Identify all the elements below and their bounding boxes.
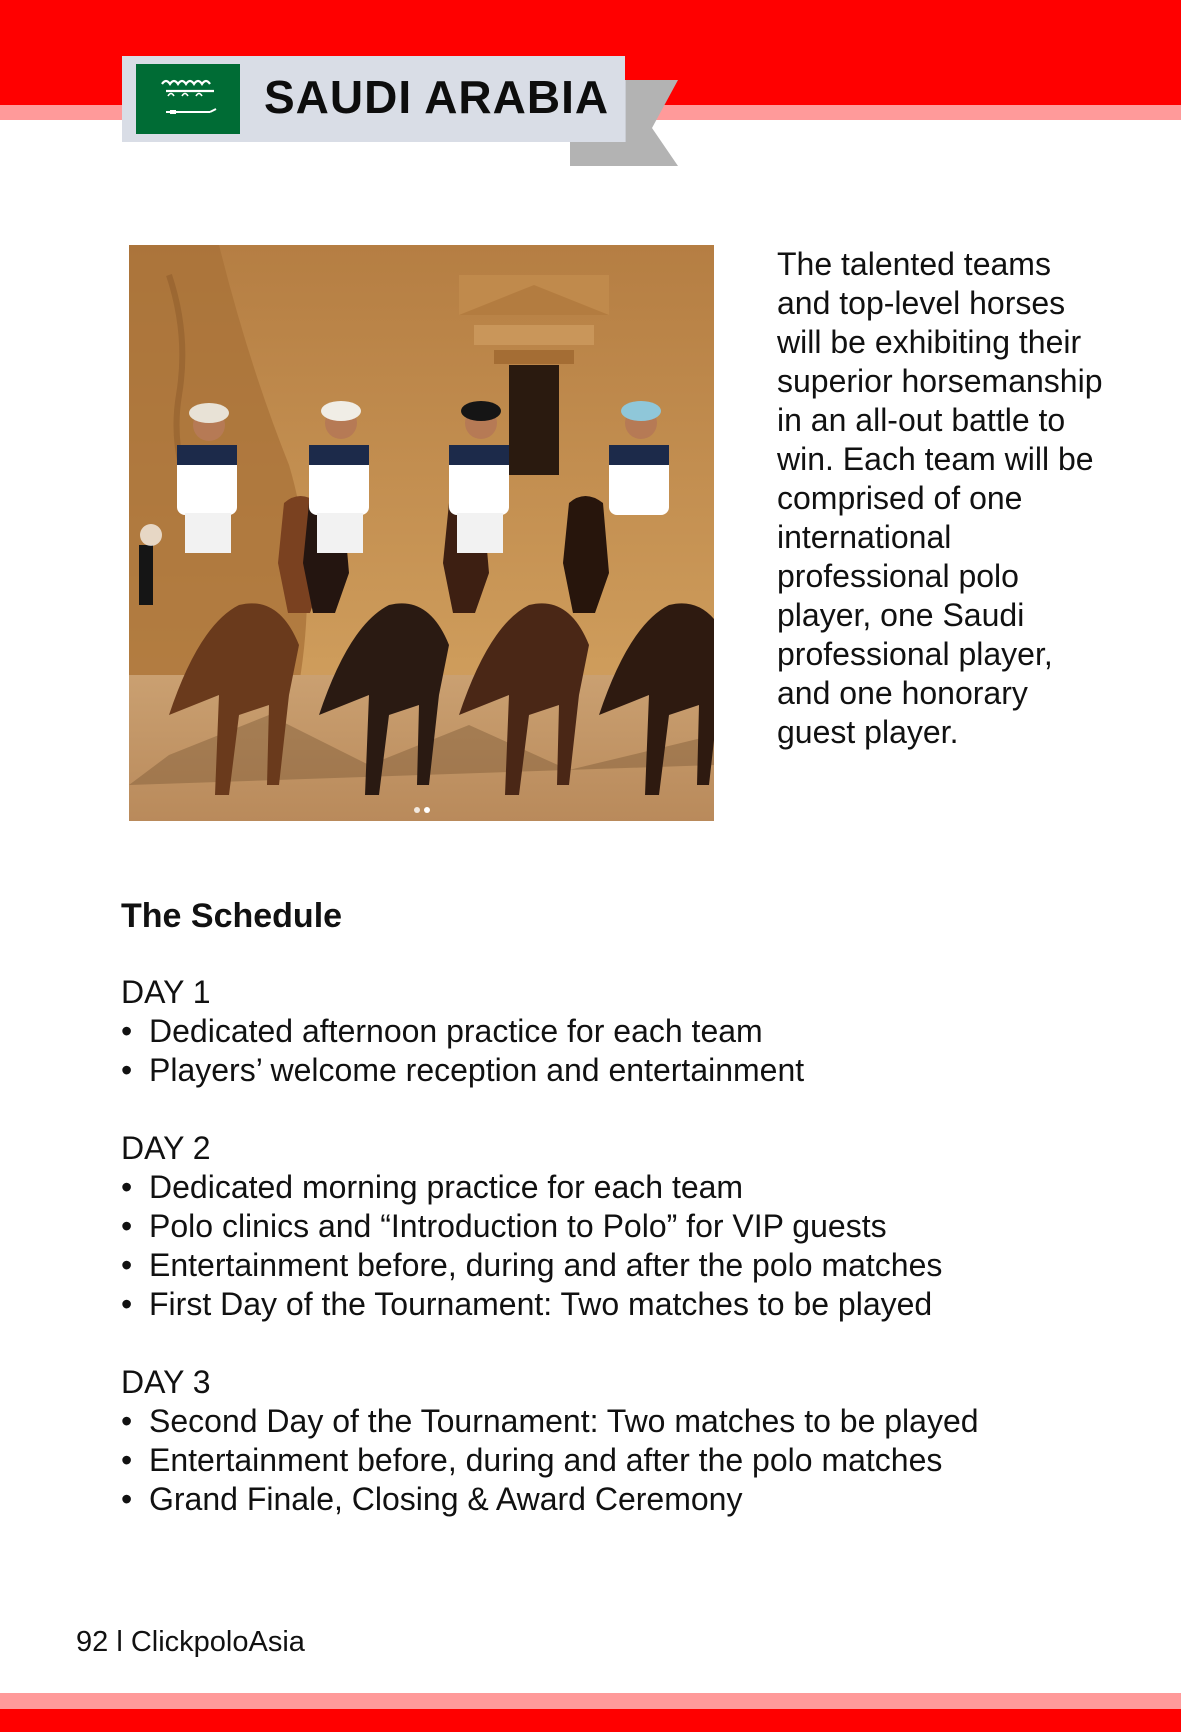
bullet-icon: •	[121, 1481, 133, 1517]
day-label: DAY 2	[121, 1130, 211, 1166]
schedule-day-3	[121, 1363, 1121, 1519]
intro-paragraph: The talented teams and top-level horses will be exhibiting their superior horsemanship in an all-out battle to win. Each team will be comprised of one international professional polo player, one Saudi professional player, and one honorary guest player.	[777, 246, 1103, 750]
footer-separator: l	[116, 1626, 123, 1658]
list-item: • Players’ welcome reception and entertainment	[121, 1052, 805, 1088]
list-item: • Dedicated morning practice for each team	[121, 1169, 744, 1205]
day-label: DAY 1	[121, 974, 211, 1010]
page-footer	[76, 1624, 305, 1660]
list-item: • Grand Finale, Closing & Award Ceremony	[121, 1481, 743, 1517]
page-title: SAUDI ARABIA	[264, 71, 610, 123]
list-item: • Entertainment before, during and after the polo matches	[121, 1247, 943, 1283]
list-item: • First Day of the Tournament: Two matches to be played	[121, 1286, 933, 1322]
footer-red-band	[0, 1709, 1181, 1732]
country-title-plate	[122, 56, 625, 142]
saudi-arabia-flag-icon	[136, 64, 240, 134]
schedule-section	[121, 896, 1121, 1558]
list-item: • Entertainment before, during and after the polo matches	[121, 1442, 943, 1478]
footer-pink-stripe	[0, 1693, 1181, 1709]
list-item: • Polo clinics and “Introduction to Polo” for VIP guests	[121, 1208, 887, 1244]
bullet-icon: •	[121, 1403, 133, 1439]
bullet-icon: •	[121, 1169, 133, 1205]
schedule-day-2	[121, 1129, 1121, 1324]
publication-name: ClickpoloAsia	[130, 1626, 305, 1658]
day-items	[121, 1402, 1121, 1519]
list-item: • Dedicated afternoon practice for each team	[121, 1013, 763, 1049]
day-items	[121, 1168, 1121, 1324]
bullet-icon: •	[121, 1052, 133, 1088]
bullet-icon: •	[121, 1247, 133, 1283]
page-number: 92	[76, 1626, 109, 1658]
schedule-day-1	[121, 973, 1121, 1090]
bullet-icon: •	[121, 1286, 133, 1322]
day-label: DAY 3	[121, 1364, 211, 1400]
bullet-icon: •	[121, 1013, 133, 1049]
polo-team-photo	[129, 245, 714, 821]
list-item: • Second Day of the Tournament: Two matches to be played	[121, 1403, 979, 1439]
schedule-title: The Schedule	[121, 897, 343, 935]
bullet-icon: •	[121, 1442, 133, 1478]
day-items	[121, 1012, 1121, 1090]
bullet-icon: •	[121, 1208, 133, 1244]
